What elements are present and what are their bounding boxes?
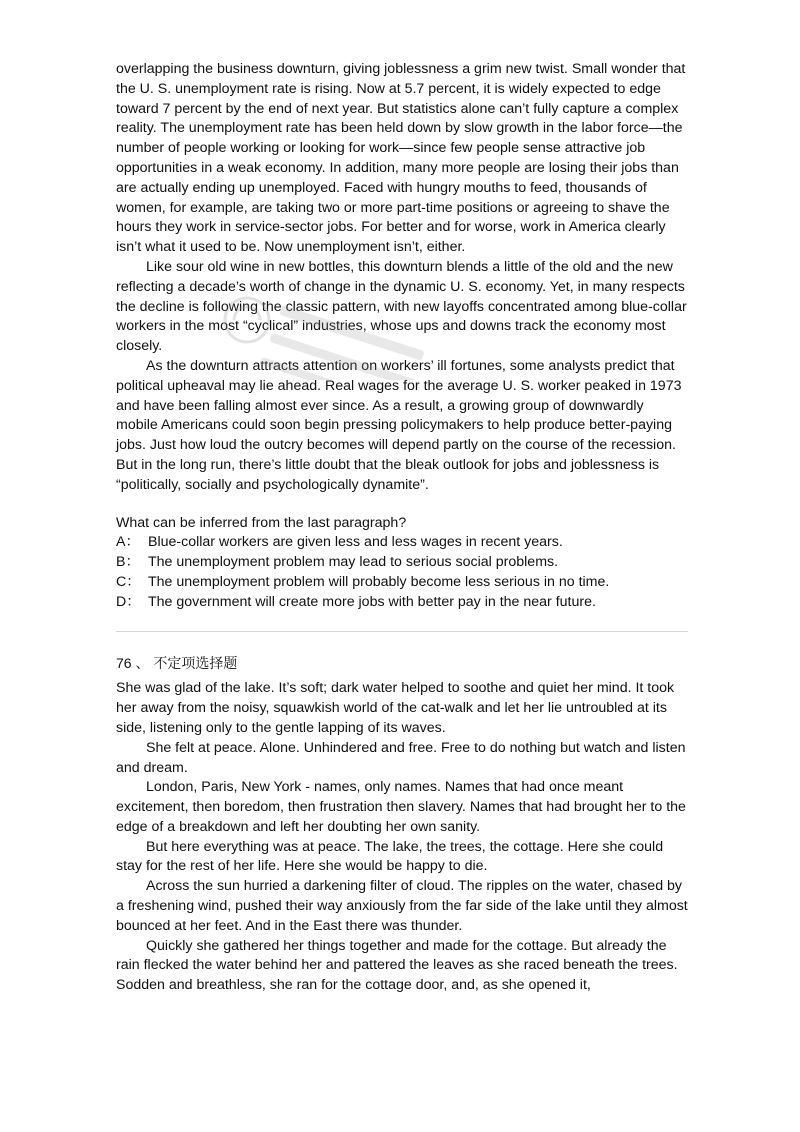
passage-1 [116, 60, 688, 613]
question-76-paragraph-4: But here everything was at peace. The lake, the trees, the cottage. Here she could stay for the rest of her life. Here she would be happy to die. [116, 838, 664, 875]
passage-1-paragraph-1: overlapping the business downturn, giving joblessness a grim new twist. Small wonder that the U. S. unemployment rate is rising. Now at 5.7 percent, it is widely expected to edge toward 7 percent by the end of next year. But statistics alone can’t fully capture a complex reality. The unemployment rate has been held down by slow growth in the labor force—the number of people working or looking for work—since few people sense attractive job opportunities in a weak economy. In addition, many more people are losing their jobs than are actually ending up unemployed. Faced with hungry mouths to feed, thousands of women, for example, are taking two or more part-time positions or agreeing to shave the hours they work in service-sector jobs. For better and for worse, work in America clearly isn’t what it used to be. Now unemployment isn’t, either. [116, 61, 686, 256]
question-76-paragraph-1: She was glad of the lake. It’s soft; dark water helped to soothe and quiet her mind. It took her away from the noisy, squawkish world of the cat-walk and let her lie untroubled at its side, listening only to the gentle lapping of its waves. [116, 680, 675, 736]
option-b-text: The unemployment problem may lead to serious social problems. [148, 554, 559, 571]
option-c[interactable] [116, 573, 688, 593]
document-page [116, 60, 688, 996]
passage-1-paragraph-2: Like sour old wine in new bottles, this downturn blends a little of the old and the new reflecting a decade’s worth of change in the dynamic U. S. economy. Yet, in many respects the decline is following the classic pattern, with new layoffs concentrated among blue-collar workers in the most “cyclical” industries, whose ups and downs track the economy most closely. [116, 258, 687, 355]
passage-1-paragraph-3: As the downturn attracts attention on workers’ ill fortunes, some analysts predict that political upheaval may lie ahead. Real wages for the average U. S. worker peaked in 1973 and have been falling almost ever since. As a result, a growing group of downwardly mobile Americans could soon begin pressing policymakers to help produce better-paying jobs. Just how loud the outcry becomes will depend partly on the course of the recession. But in the long run, there’s little doubt that the bleak outlook for jobs and joblessness is “politically, socially and psychologically dynamite”. [116, 357, 682, 493]
question-text: What can be inferred from the last paragraph? [116, 514, 407, 531]
question-76-header: 76 、 不定项选择题 [116, 654, 238, 671]
section-divider [116, 631, 688, 632]
question-76-paragraph-6: Quickly she gathered her things together and made for the cottage. But already the rain flecked the water behind her and pattered the leaves as she raced beneath the trees. Sodden and breathless, she ran for the cottage door, and, as she opened it, [116, 937, 678, 994]
option-b-letter: B： [116, 554, 140, 571]
option-a-text: Blue-collar workers are given less and less wages in recent years. [148, 534, 563, 551]
question-76-paragraph-2: She felt at peace. Alone. Unhindered and free. Free to do nothing but watch and listen and dream. [116, 739, 686, 776]
option-c-letter: C： [116, 573, 141, 590]
option-c-text: The unemployment problem will probably become less serious in no time. [148, 573, 610, 590]
option-d[interactable] [116, 593, 688, 613]
option-a-letter: A： [116, 534, 140, 551]
question-76 [116, 654, 688, 997]
option-d-text: The government will create more jobs with better pay in the near future. [148, 593, 596, 610]
option-a[interactable] [116, 533, 688, 553]
spacer [116, 496, 688, 514]
option-b[interactable] [116, 553, 688, 573]
question-76-paragraph-5: Across the sun hurried a darkening filter of cloud. The ripples on the water, chased by a freshening wind, pushed their way anxiously from the far side of the lake until they almost bounced at her feet. And in the East there was thunder. [116, 878, 688, 934]
question-76-paragraph-3: London, Paris, New York - names, only names. Names that had once meant excitement, then boredom, then frustration then slavery. Names that had brought her to the edge of a breakdown and left her doubting her own sanity. [116, 779, 686, 835]
option-d-letter: D： [116, 593, 141, 610]
